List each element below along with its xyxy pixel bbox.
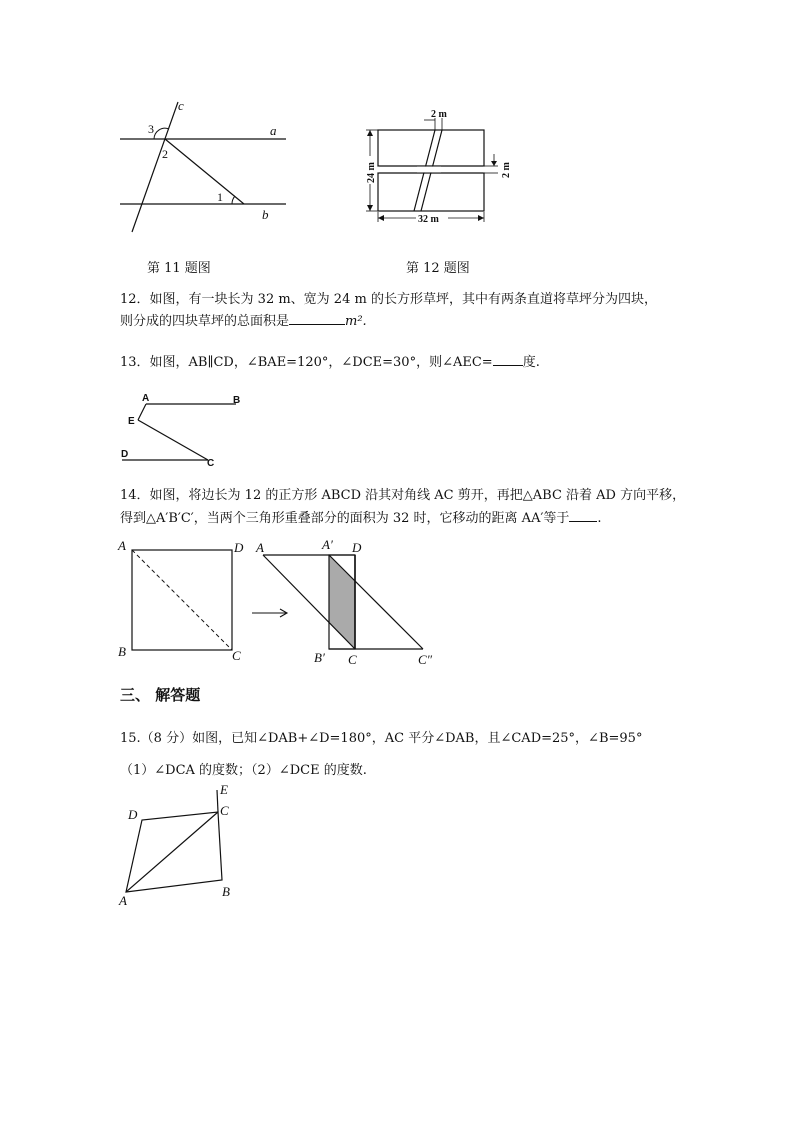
label-angle-1: 1 bbox=[217, 190, 223, 204]
transversal-segment bbox=[165, 139, 244, 204]
segment-AE bbox=[138, 404, 146, 420]
segment-EC bbox=[138, 420, 208, 460]
label-D: D bbox=[128, 807, 138, 822]
question-13-answer-blank[interactable] bbox=[493, 351, 523, 366]
angle-1-arc bbox=[232, 196, 235, 204]
line-c bbox=[132, 102, 178, 232]
extension-CE bbox=[217, 790, 218, 812]
label-c: c bbox=[178, 98, 184, 113]
label-a: a bbox=[270, 123, 277, 138]
section-title: 三、 解答题 bbox=[120, 686, 201, 704]
question-12-text: 则分成的四块草坪的总面积是 bbox=[120, 314, 290, 329]
dim-side-road: 2 m bbox=[501, 162, 512, 178]
question-12-line1: 12．如图，有一块长为 32 m、宽为 24 m 的长方形草坪，其中有两条直道将草坪分为四块， bbox=[120, 292, 657, 307]
label-D: D bbox=[121, 449, 129, 460]
label-right-B1: B′ bbox=[314, 650, 325, 665]
label-A: A bbox=[142, 393, 150, 404]
label-C: C bbox=[207, 458, 215, 469]
figure-12 bbox=[358, 106, 512, 230]
label-right-D: D bbox=[352, 540, 362, 555]
question-14-line1: 14．如图，将边长为 12 的正方形 ABCD 沿其对角线 AC 剪开，再把△ABC 沿着 AD 方向平移， bbox=[120, 488, 686, 503]
question-15-line2: （1）∠DCA 的度数；（2）∠DCE 的度数. bbox=[120, 763, 367, 778]
label-right-A1: A′ bbox=[322, 537, 333, 552]
question-13-line bbox=[120, 351, 540, 374]
dim-width: 32 m bbox=[418, 214, 439, 225]
dim-height: 24 m bbox=[366, 162, 377, 183]
label-C: C bbox=[220, 803, 229, 818]
question-13-text: 13．如图，AB∥CD，∠BAE=120°，∠DCE=30°，则∠AEC= bbox=[120, 355, 493, 370]
dim-top-road: 2 m bbox=[431, 109, 447, 120]
question-14-text: 得到△A′B′C′，当两个三角形重叠部分的面积为 32 时，它移动的距离 AA′等于 bbox=[120, 511, 570, 526]
label-left-B: B bbox=[118, 644, 126, 659]
label-E: E bbox=[220, 782, 228, 797]
label-right-C1: C″ bbox=[418, 652, 433, 667]
label-angle-3: 3 bbox=[148, 122, 154, 136]
label-left-C: C bbox=[232, 648, 241, 663]
label-angle-2: 2 bbox=[162, 147, 168, 161]
label-right-C: C bbox=[348, 652, 357, 667]
question-15-line1: 15.（8 分）如图，已知∠DAB+∠D=180°，AC 平分∠DAB，且∠CAD=25°，∠B=95° bbox=[120, 731, 643, 746]
diagonal-AC bbox=[126, 812, 218, 892]
label-B: B bbox=[222, 884, 230, 899]
figure-15 bbox=[116, 784, 246, 910]
diagonal-AC bbox=[132, 550, 232, 650]
question-12-answer-blank[interactable] bbox=[289, 310, 345, 325]
label-A: A bbox=[119, 893, 127, 908]
question-14-line2 bbox=[120, 507, 602, 530]
label-right-A: A bbox=[256, 540, 264, 555]
question-12-line2 bbox=[120, 310, 367, 333]
question-12-unit: m². bbox=[345, 314, 367, 329]
question-14-end: . bbox=[597, 511, 602, 526]
label-b: b bbox=[262, 207, 269, 222]
question-13-unit: 度. bbox=[522, 355, 540, 370]
label-B: B bbox=[233, 395, 241, 406]
figure-12-caption: 第 12 题图 bbox=[406, 261, 470, 276]
label-left-D: D bbox=[234, 540, 244, 555]
question-14-answer-blank[interactable] bbox=[569, 507, 597, 522]
figure-14 bbox=[112, 536, 442, 670]
figure-13 bbox=[118, 390, 248, 472]
label-E: E bbox=[128, 416, 135, 427]
figure-11 bbox=[118, 98, 290, 238]
figure-11-caption: 第 11 题图 bbox=[147, 261, 211, 276]
label-left-A: A bbox=[118, 538, 126, 553]
